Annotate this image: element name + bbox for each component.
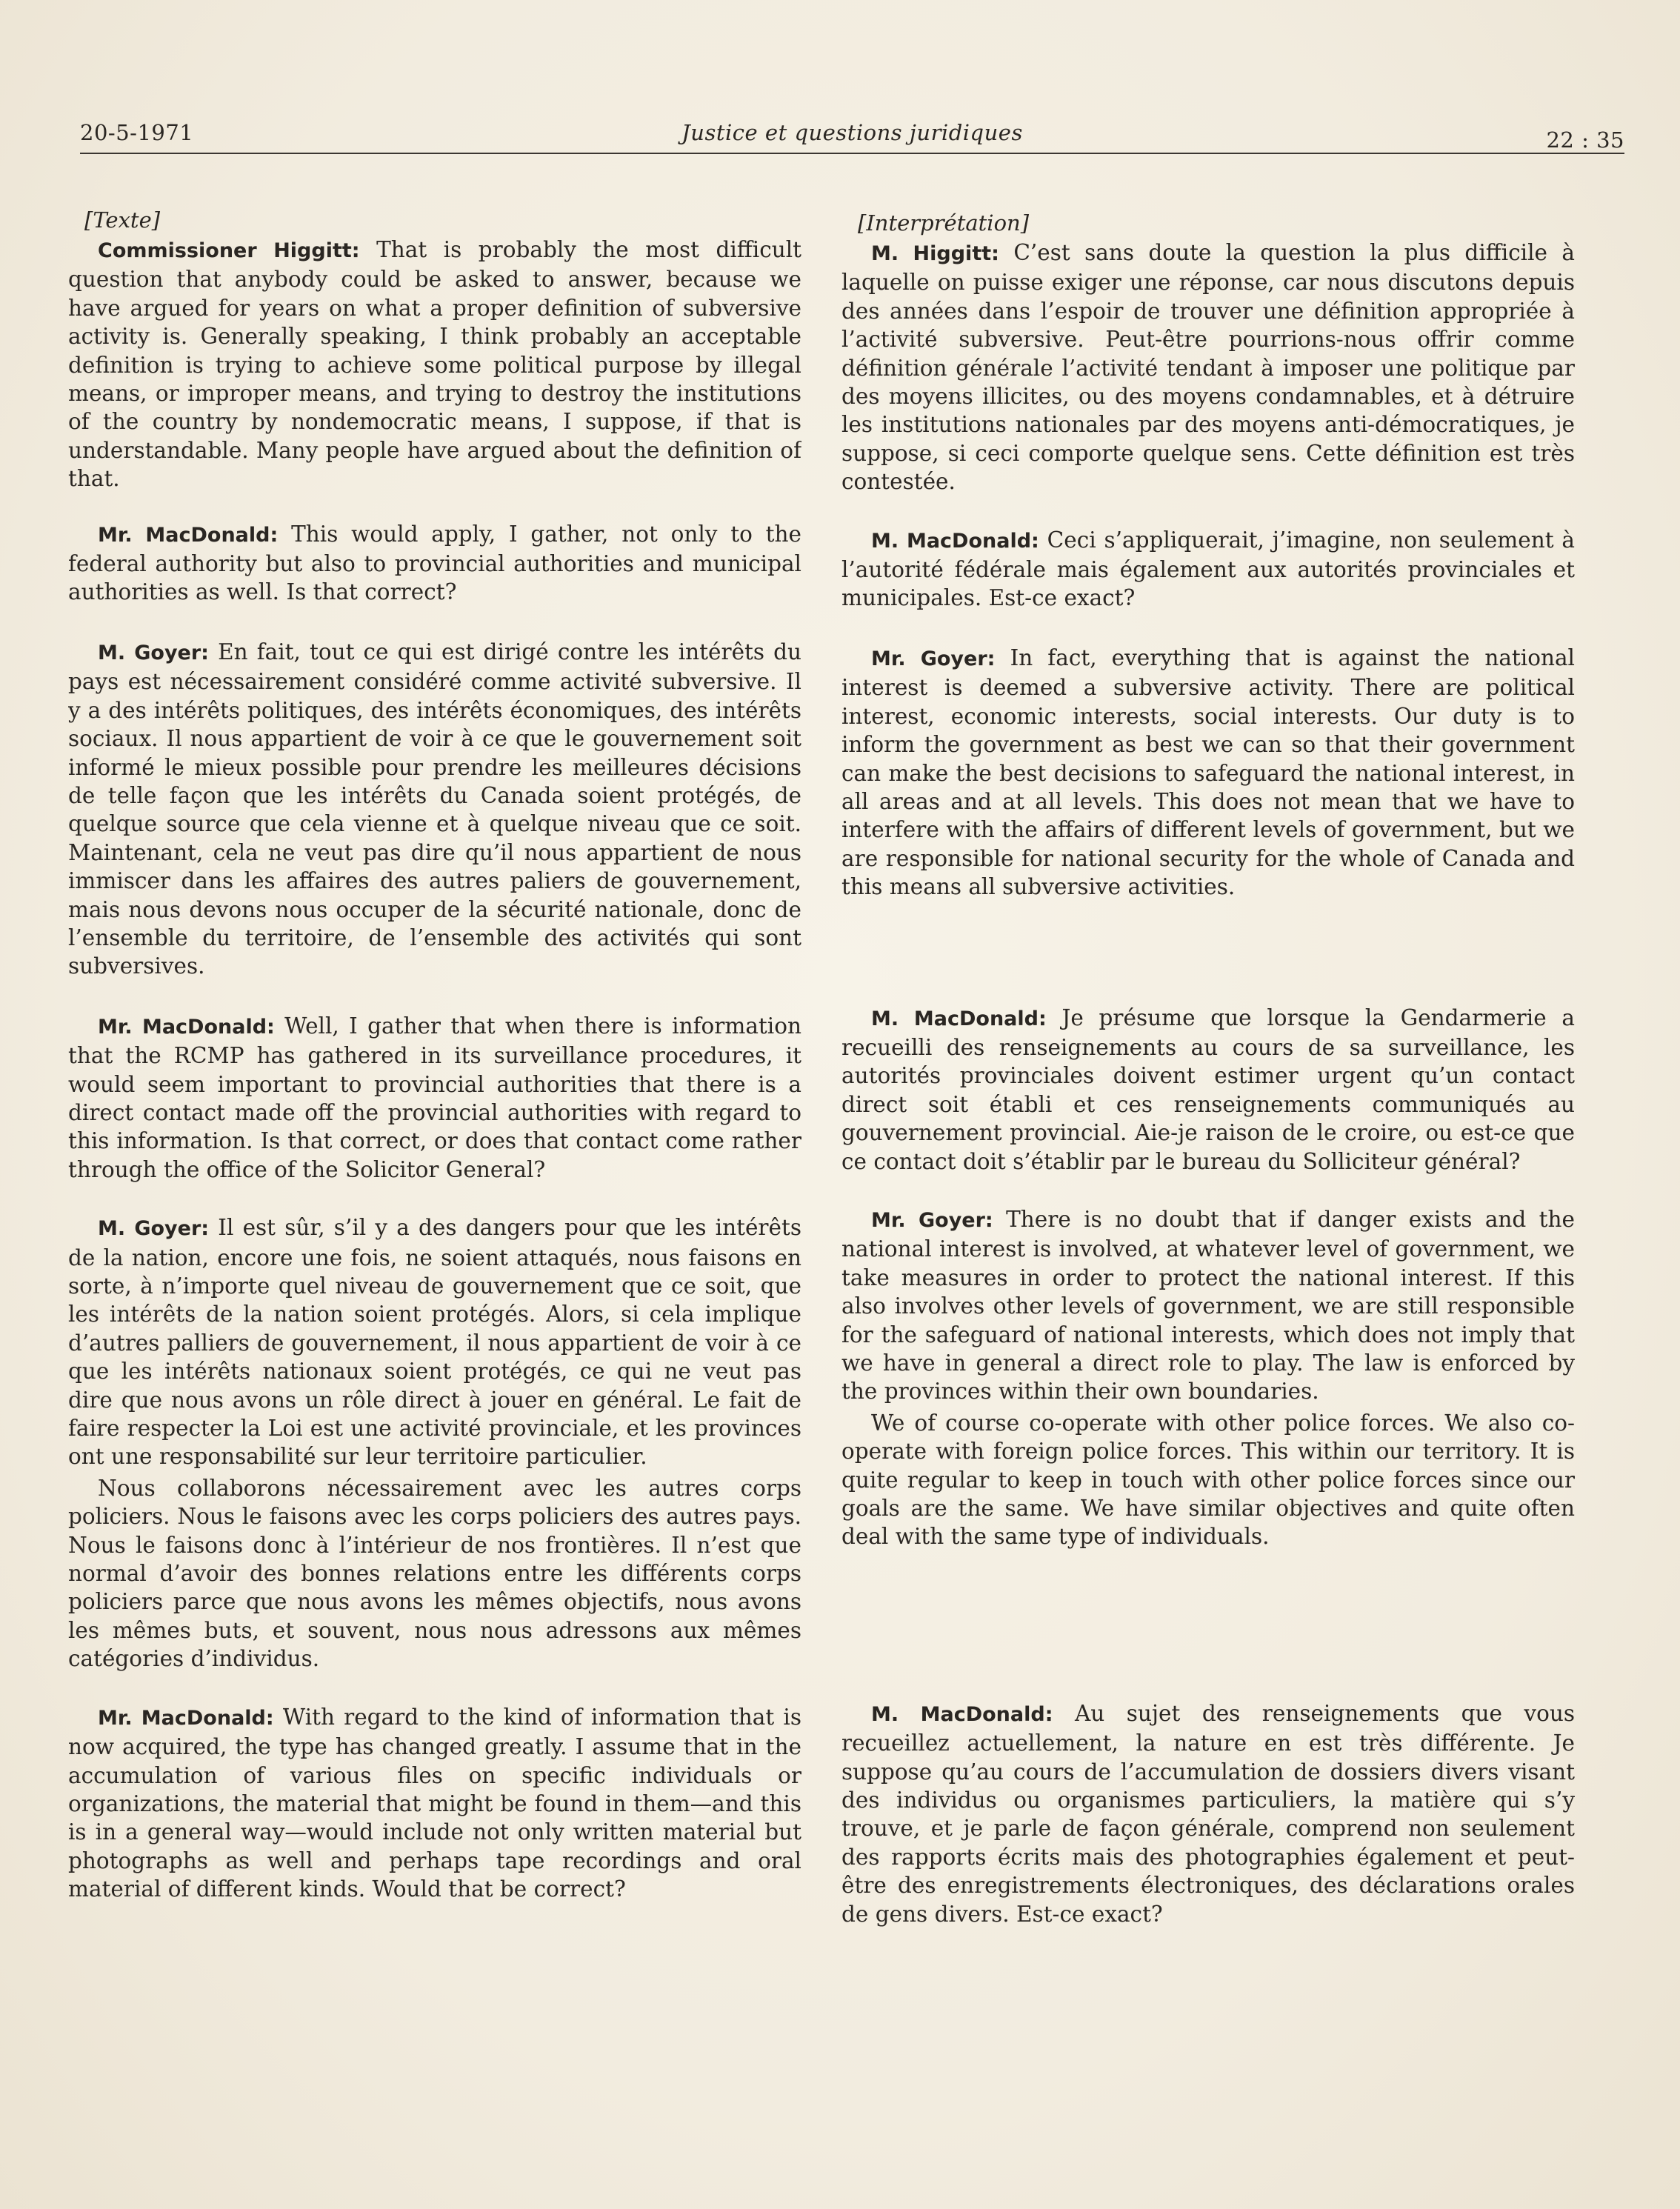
paragraph [68,236,801,493]
paragraph-continued [68,1474,801,1673]
paragraph [68,638,801,981]
speaker-name: Mr. Goyer: [871,1208,993,1232]
left-column [68,172,801,2113]
page-header [80,117,1624,154]
paragraph [841,644,1575,902]
speaker-name: M. Goyer: [98,641,209,664]
paragraph [841,239,1575,496]
paragraph-text: Au sujet des renseignements que vous recueillez actuellement, la nature en est très différente. Je suppose qu’au cours de l’accumulation de dossiers divers visant des individus ou organismes particuliers, la matière qui s’y trouve, et je parle de façon générale, comprend non seulement des rapports écrits mais des photographies également et peut-être des enregistrements électroniques, des déclarations orales de gens divers. Est-ce exact? [841,1700,1575,1927]
paragraph [841,526,1575,613]
header-page-number: 22 : 35 [1546,127,1624,153]
language-tag-right: [Interprétation] [858,210,1030,236]
speaker-name: M. Goyer: [98,1217,210,1241]
speaker-name: M. MacDonald: [871,529,1039,553]
speaker-name: Mr. Goyer: [871,647,996,670]
paragraph-text: Ceci s’appliquerait, j’imagine, non seulement à l’autorité fédérale mais également aux autorités provinciales et municipales. Est-ce exact? [841,527,1575,611]
speaker-name: Mr. MacDonald: [98,1015,275,1039]
paragraph-text: C’est sans doute la question la plus difficile à laquelle on puisse exiger une réponse, car nous discutons depuis des années dans l’espoir de trouver une définition appropriée à l’activité subversive. Peut-être pourrions-nous offrir comme définition générale l’activité tendant à imposer une politique par des moyens illicites, ou des moyens condamnables, et à détruire les institutions nationales par des moyens anti-démocratiques, je suppose, si ceci comporte quelque sens. Cette définition est très contestée. [841,240,1575,495]
language-tag-left: [Texte] [84,207,161,233]
speaker-name: Mr. MacDonald: [98,523,279,547]
paragraph-text: In fact, everything that is against the national interest is deemed a subversive activity. There are political interest, economic interests, social interests. Our duty is to inform the government as best we can so that their government can make the best decisions to safeguard the national interest, in all areas and at all levels. This does not mean that we have to interfere with the affairs of different levels of government, but we are responsible for national security for the whole of Canada and this means all subversive activities. [841,644,1575,900]
right-column [841,172,1575,2113]
speaker-name: Mr. MacDonald: [98,1706,274,1730]
paragraph [68,520,801,607]
paragraph-text: Je présume que lorsque la Gendarmerie a recueilli des renseignements au cours de sa surveillance, les autorités provinciales doivent estimer urgent qu’un contact direct soit établi et ces renseignements communiqués au gouvernement provincial. Aie-je raison de le croire, ou est-ce que ce contact doit s’établir par le bureau du Solliciteur général? [841,1004,1575,1174]
paragraph-text: Il est sûr, s’il y a des dangers pour que les intérêts de la nation, encore une fois, ne soient attaqués, nous faisons en sorte, à n’importe quel niveau de gouvernement que ce soit, que les intérêts de la nation soient protégés. Alors, si cela implique d’autres palliers de gouvernement, il nous appartient de voir à ce que les intérêts nationaux soient protégés, ce qui ne veut pas dire que nous avons un rôle direct à jouer en général. Le fait de faire respecter la Loi est une activité provinciale, et les provinces ont une responsabilité sur leur territoire particulier. [68,1215,801,1470]
paragraph [68,1703,801,1904]
paragraph-text: There is no doubt that if danger exists and the national interest is involved, at whatever level of government, we take measures in order to protect the national interest. If this also involves other levels of government, we are still responsible for the safeguard of national interests, which does not imply that we have in general a direct role to play. The law is enforced by the provinces within their own boundaries. [841,1206,1575,1405]
paragraph [68,1213,801,1471]
paragraph-text: Well, I gather that when there is information that the RCMP has gathered in its surveillance procedures, it would seem important to provincial authorities that there is a direct contact made off the provincial authorities with regard to this information. Is that correct, or does that contact come rather through the office of the Solicitor General? [68,1013,801,1182]
paragraph-text: We of course co-operate with other police forces. We also co-operate with foreign police forces. This within our territory. It is quite regular to keep in touch with other police forces since our goals are the same. We have similar objectives and quite often deal with the same type of individuals. [841,1410,1575,1550]
paragraph-text: Nous collaborons nécessairement avec les autres corps policiers. Nous le faisons avec les corps policiers des autres pays. Nous le faisons donc à l’intérieur de nos frontières. Il n’est que normal d’avoir des bonnes relations entre les différents corps policiers parce que nous avons les mêmes objectifs, nous avons les mêmes buts, et souvent, nous nous adressons aux mêmes catégories d’individus. [68,1475,801,1672]
speaker-name: Commissioner Higgitt: [98,239,360,262]
paragraph-text: This would apply, I gather, not only to the federal authority but also to provincial authorities and municipal authorities as well. Is that correct? [68,521,801,605]
paragraph [68,1012,801,1184]
paragraph [841,1205,1575,1406]
paragraph-text: En fait, tout ce qui est dirigé contre les intérêts du pays est nécessairement considéré comme activité subversive. Il y a des intérêts politiques, des intérêts économiques, des intérêts sociaux. Il nous appartient de voir à ce que le gouvernement soit informé le mieux possible pour prendre les meilleures décisions de telle façon que les intérêts du Canada soient protégés, de quelque source que cela vienne et à quelque niveau que ce soit. Maintenant, cela ne veut pas dire qu’il nous appartient de nous immiscer dans les affaires des autres paliers de gouvernement, mais nous devons nous occuper de la sécurité nationale, donc de l’ensemble du territoire, de l’ensemble des activités qui sont subversives. [68,639,801,979]
paragraph-text: That is probably the most difficult question that anybody could be asked to answer, because we have argued for years on what a proper definition of subversive activity is. Generally speaking, I think probably an acceptable definition is trying to achieve some political purpose by illegal means, or improper means, and trying to destroy the institutions of the country by nondemocratic means, I suppose, if that is understandable. Many people have argued about the definition of that. [68,237,801,492]
paragraph [841,1004,1575,1176]
speaker-name: M. MacDonald: [871,1007,1047,1030]
speaker-name: M. Higgitt: [871,242,999,265]
header-title: Justice et questions juridiques [681,120,1023,145]
paragraph [841,1699,1575,1928]
paragraph-continued [841,1409,1575,1551]
header-date: 20-5-1971 [80,120,194,145]
speaker-name: M. MacDonald: [871,1702,1053,1726]
paragraph-text: With regard to the kind of information that is now acquired, the type has changed greatly. I assume that in the accumulation of various files on specific individuals or organizations, the material that might be found in them—and this is in a general way—would include not only written material but photographs as well and perhaps tape recordings and oral material of different kinds. Would that be correct? [68,1704,801,1902]
